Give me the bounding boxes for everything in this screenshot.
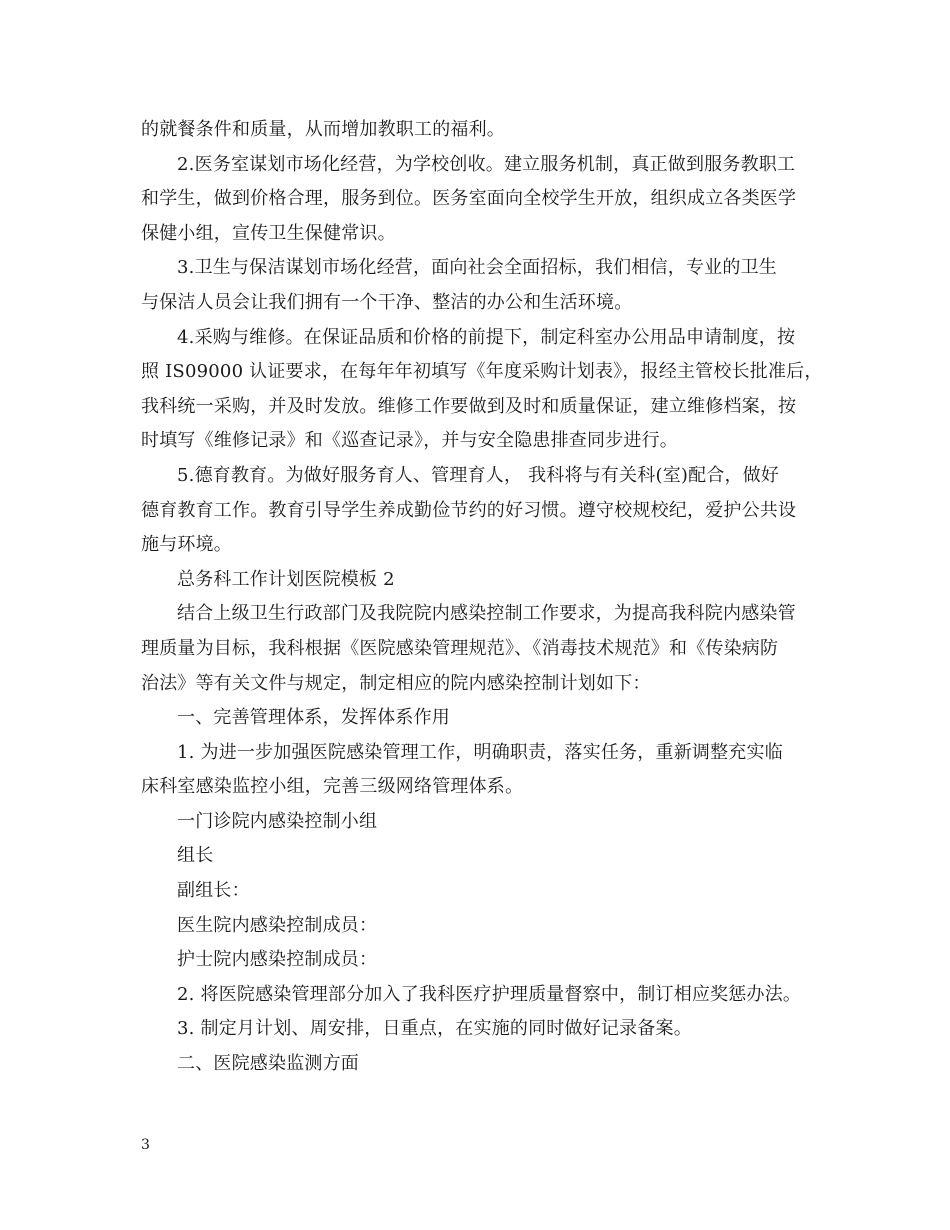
text-line: 3. 制定月计划、周安排，日重点，在实施的同时做好记录备案。 [177,1018,692,1040]
text-line: 一门诊院内感染控制小组 [177,810,378,832]
text-line: 治法》等有关文件与规定，制定相应的院内感染控制计划如下： [141,672,651,694]
text-line: 组长 [177,845,214,867]
section-heading: 一、完善管理体系，发挥体系作用 [177,707,450,729]
text-line: 副组长： [177,880,250,902]
page-number: 3 [141,1137,150,1153]
text-line: 护士院内感染控制成员： [177,949,378,971]
text-line: 结合上级卫生行政部门及我院院内感染控制工作要求，为提高我科院内感染管 [177,603,796,625]
text-line: 德育教育工作。教育引导学生养成勤俭节约的好习惯。遵守校规校纪，爱护公共设 [141,499,797,521]
text-line: 床科室感染监控小组，完善三级网络管理体系。 [141,776,524,798]
text-line: 医生院内感染控制成员： [177,914,378,936]
text-line: 5.德育教育。为做好服务育人、管理育人， 我科将与有关科(室)配合，做好 [177,464,780,486]
text-line: 3.卫生与保洁谋划市场化经营，面向社会全面招标，我们相信，专业的卫生 [177,257,777,279]
body-text [141,113,831,1082]
text-line: 照 IS09000 认证要求，在每年年初填写《年度采购计划表》，报经主管校长批准后， [141,361,823,383]
text-line: 2. 将医院感染管理部分加入了我科医疗护理质量督察中，制订相应奖惩办法。 [177,983,802,1005]
section-heading: 二、医院感染监测方面 [177,1053,359,1075]
text-line: 时填写《维修记录》和《巡查记录》，并与安全隐患排查同步进行。 [141,430,678,452]
text-line: 的就餐条件和质量，从而增加教职工的福利。 [141,119,505,140]
text-line: 保健小组，宣传卫生保健常识。 [141,222,396,244]
text-line: 与保洁人员会让我们拥有一个干净、整洁的办公和生活环境。 [141,291,633,313]
section-title: 总务科工作计划医院模板 2 [177,568,395,590]
text-line: 1. 为进一步加强医院感染管理工作，明确职责，落实任务，重新调整充实临 [177,741,783,763]
text-line: 理质量为目标，我科根据《医院感染管理规范》、《消毒技术规范》和《传染病防 [141,637,779,659]
text-line: 和学生，做到价格合理，服务到位。医务室面向全校学生开放，组织成立各类医学 [141,188,797,210]
text-line: 施与环境。 [141,534,232,556]
text-line: 4.采购与维修。在保证品质和价格的前提下，制定科室办公用品申请制度，按 [177,326,796,348]
text-line: 我科统一采购，并及时发放。维修工作要做到及时和质量保证，建立维修档案，按 [141,395,797,417]
text-line: 2.医务室谋划市场化经营，为学校创收。建立服务机制，真正做到服务教职工 [177,153,796,175]
